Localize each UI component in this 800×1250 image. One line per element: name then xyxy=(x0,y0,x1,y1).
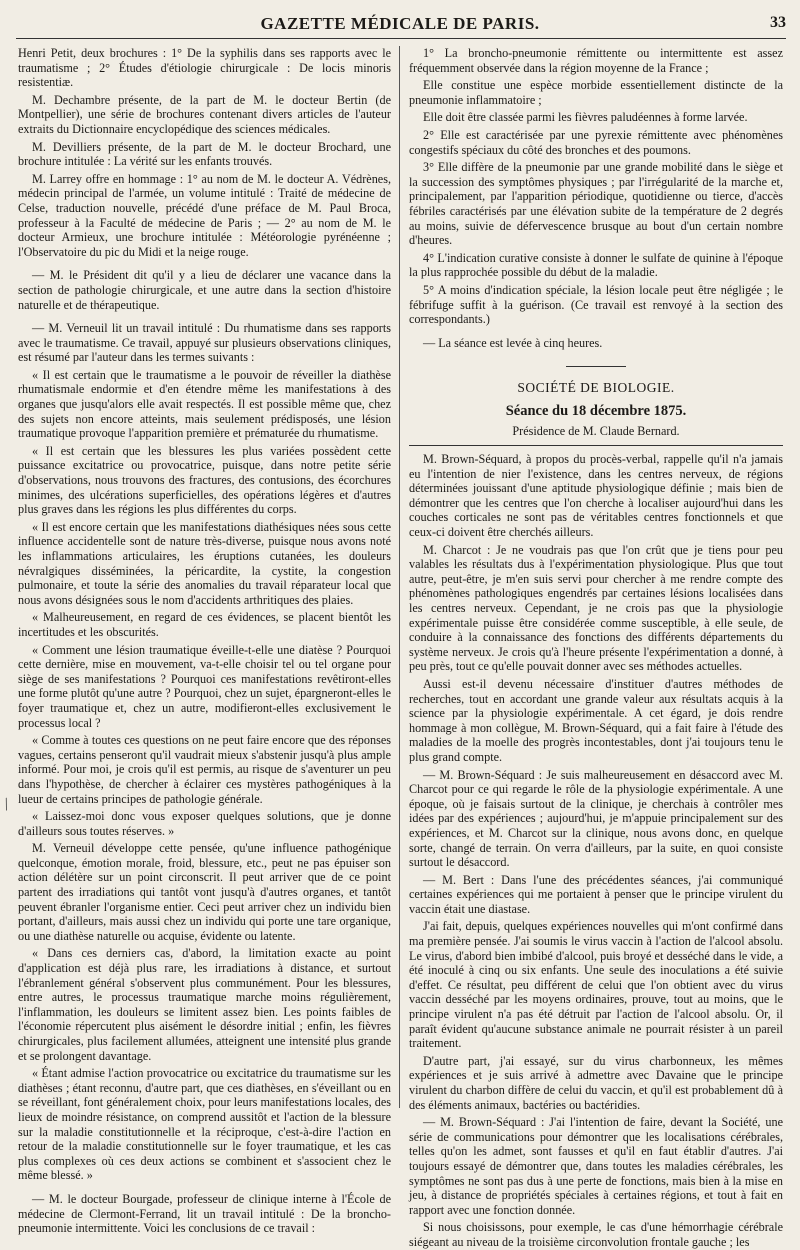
paragraph: M. Larrey offre en hommage : 1° au nom de M. le docteur A. Védrènes, médecin principal de l'armée, un volume intitulé : Traité de médecine de Celse, traduction nouvelle, précédé d'une préface de M. Paul Broca, professeur à la Faculté de médecine de Paris ; — 2° au nom de M. le docteur Armieux, une brochure intitulée : Météorologie pyrénéenne ; l'Observatoire du pic du Midi et la neige rouge. xyxy=(18,171,391,259)
paragraph: — M. le Président dit qu'il y a lieu de déclarer une vacance dans la section de pathologie chirurgicale, et une autre dans la section d'histoire naturelle et de thérapeutique. xyxy=(18,268,391,312)
paragraph: Henri Petit, deux brochures : 1° De la syphilis dans ses rapports avec le traumatisme ; 2° Études d'étiologie chirurgicale : De locis minoris resistentiæ. xyxy=(18,46,391,90)
paragraph: M. Brown-Séquard, à propos du procès-verbal, rappelle qu'il n'a jamais eu l'intention de nier l'existence, dans les centres nerveux, de régions déterminées jouissant d'une aptitude physiologique définie ; mais bien de démontrer que les centres que l'on cherche à localiser aujourd'hui dans les couches corticales ne sont pas de véritables centres fonctionnels et que ceux-ci doivent être cherchés ailleurs. xyxy=(409,452,783,540)
paragraph: Elle constitue une espèce morbide essentiellement distincte de la pneumonie inflammatoire ; xyxy=(409,78,783,107)
paragraph: 1° La broncho-pneumonie rémittente ou intermittente est assez fréquemment observée dans la région moyenne de la France ; xyxy=(409,46,783,75)
paragraph: Aussi est-il devenu nécessaire d'instituer d'autres méthodes de recherches, tout en accordant une grande valeur aux résultats acquis à la science par la physiologie expérimentale. A cet égard, je dois rendre hommage à mon collègue, M. Brown-Séquard, qui a fait faire à l'étude des maladies de la moelle des progrès incontestables, dont j'ai toujours tenu le plus grand compte. xyxy=(409,676,783,764)
paragraph: J'ai fait, depuis, quelques expériences nouvelles qui m'ont confirmé dans ma première pensée. J'ai soumis le virus vaccin à l'action de l'alcool absolu. Le virus, d'abord bien imbibé d'alcool, puis broyé et desséché dans le vide, a été inoculé à cinq ou six enfants. Une seule des inoculations a été suivie d'effet. Ce résultat, peu différent de celui que l'on obtient avec du virus vaccin desséché par les moyens ordinaires, prouve, tout au moins, que le principe virulent n'a pas été détruit par l'action de l'alcool absolu. Or, il paraît évident qu'aucune substance animale ne pourrait résister à un pareil traitement. xyxy=(409,919,783,1051)
left-column xyxy=(18,46,391,1236)
paragraph: M. Devilliers présente, de la part de M. le docteur Brochard, une brochure intitulée : La vérité sur les enfants trouvés. xyxy=(18,139,391,169)
paragraph: « Malheureusement, en regard de ces évidences, se placent bientôt les incertitudes et les obscurités. xyxy=(18,610,391,639)
paragraph: — M. le docteur Bourgade, professeur de clinique interne à l'École de médecine de Clermont-Ferrand, lit un travail intitulé : De la broncho-pneumonie intermittente. Voici les conclusions de ce travail : xyxy=(18,1191,391,1236)
paragraph: M. Dechambre présente, de la part de M. le docteur Bertin (de Montpellier), une série de brochures contenant divers articles de l'auteur extraits du Dictionnaire encyclopédique des sciences médicales. xyxy=(18,92,391,136)
paragraph: 2° Elle est caractérisée par une pyrexie rémittente avec phénomènes congestifs spéciaux du côté des bronches et des poumons. xyxy=(409,127,783,157)
paragraph: M. Charcot : Je ne voudrais pas que l'on crût que je tiens pour peu valables les résultats dus à l'expérimentation physiologique. Plus que tout autre, peut-être, je m'en suis servi pour chercher à me rendre compte des phénomènes pathologiques engendrés par certaines lésions localisées dans les centres nerveux. Cependant, je ne crois pas que la physiologie expérimentale puisse être considérée comme susceptible, à elle seule, de conduire à la connaissance des fonctions des différents départements du système nerveux. Je crois qu'à l'heure présente l'expérimentation a donné, à peu près, tout ce qu'elle pouvait donner avec ses méthodes actuelles. xyxy=(409,542,783,674)
paragraph: « Il est certain que le traumatisme a le pouvoir de réveiller la diathèse rhumatismale endormie et d'en étendre même les manifestations à des organes que jusqu'alors elle avait respectés. Il est possible même que, chez des sujets non encore atteints, mais seulement prédisposés, une lésion traumatique provoque l'apparition première et prématurée du rhumatisme. xyxy=(18,367,391,441)
paragraph: Elle doit être classée parmi les fièvres paludéennes à forme larvée. xyxy=(423,110,748,125)
society-name: SOCIÉTÉ DE BIOLOGIE. xyxy=(517,380,675,396)
page-number: 33 xyxy=(770,14,786,31)
header-rule xyxy=(16,38,786,39)
paragraph: « Comment une lésion traumatique éveille-t-elle une diatèse ? Pourquoi cette dernière, mise en mouvement, va-t-elle choisir tel ou tel organe pour siège de ses manifestations ? Pourquoi ces manifestations revêtiront-elles une forme plutôt qu'une autre ? Pourquoi, chez un sujet, épargneront-elles le foyer traumatique et, chez un autre, modifieront-elles exclusivement le processus local ? xyxy=(18,642,391,730)
paragraph: Si nous choisissons, pour exemple, le cas d'une hémorrhagie cérébrale siégeant au niveau de la troisième circonvolution frontale gauche ; les xyxy=(409,1220,783,1249)
paragraph: « Il est encore certain que les manifestations diathésiques nées sous cette influence accidentelle sont de nature très-diverse, puisque nous avons noté les inflammations articulaires, les éruptions cutanées, les douleurs névralgiques disséminées, la péricardite, la cystite, la congestion pulmonaire, et toute la série des anomalies du travail réparateur local que nous avons désignées sous le nom d'accidents arthritiques des plaies. xyxy=(18,519,391,607)
column-divider xyxy=(399,46,400,1108)
right-column xyxy=(409,46,783,1249)
session-rule xyxy=(409,445,783,446)
paragraph: 4° L'indication curative consiste à donner le sulfate de quinine à l'époque la plus rapprochée possible du début de la maladie. xyxy=(409,250,783,280)
paragraph: « Étant admise l'action provocatrice ou excitatrice du traumatisme sur les diathèses ; étant reconnu, d'autre part, que ces diathèses, en s'éveillant ou en se réveillant, font généralement choix, pour leurs manifestations locales, des lieux de moindre résistance, on comprend aussitôt et l'action de la blessure sur la maladie constitutionnelle et la réciproque, c'est-à-dire l'action en retour de la maladie constitutionnelle sur le foyer traumatique, et les cas plus complexes où ces deux actions se combinent et s'associent chez le même blessé. » xyxy=(18,1066,391,1183)
paragraph: — M. Bert : Dans l'une des précédentes séances, j'ai communiqué certaines expériences qui me portaient à penser que le principe virulent du vaccin était une diastase. xyxy=(409,872,783,916)
paragraph: — La séance est levée à cinq heures. xyxy=(423,335,603,350)
paragraph: M. Verneuil développe cette pensée, qu'une influence pathogénique quelconque, émotion morale, froid, blessure, etc., peut ne pas épuiser son action délétère sur un point circonscrit. Il peut arriver que de ce point partent des irradiations qui tantôt vont jusqu'à d'autres organes, et tantôt peuvent ébranler l'organisme entier. Ceci peut arriver chez un individu bien portant, d'ailleurs, mais aussi chez un individu qui porte une tare organique, ou une diathèse naturelle ou acquise, évidente ou latente. xyxy=(18,841,391,943)
paragraph: — M. Verneuil lit un travail intitulé : Du rhumatisme dans ses rapports avec le traumatisme. Ce travail, appuyé sur plusieurs observations cliniques, est résumé par l'auteur dans les termes suivants : xyxy=(18,321,391,365)
paragraph: — M. Brown-Séquard : J'ai l'intention de faire, devant la Société, une série de communications pour démontrer que les localisations cérébrales, telles qu'on les admet, sont fausses et qu'il en faut établir d'autres. J'ai toujours essayé de démontrer que, dans toutes les maladies cérébrales, les symptômes ne sont pas dus à une perte de fonctions, mais bien à la mise en jeu, à distance de propriétés spéciales à certaines régions, et tout à fait en rapport avec une fonction donnée. xyxy=(409,1115,783,1217)
section-rule xyxy=(566,366,626,367)
presidency-line: Présidence de M. Claude Bernard. xyxy=(512,424,680,439)
paragraph: 3° Elle diffère de la pneumonie par une grande mobilité dans le siège et la succession des symptômes physiques ; par l'irrégularité de la marche et, principalement, par l'apparition périodique, quotidienne ou tierce, d'accès fébriles caractérisés par une élévation subite de la température de 2 degrés au moins, suivie de défervescence brusque au bout d'un certain nombre d'heures. xyxy=(409,160,783,248)
paragraph: « Il est certain que les blessures les plus variées possèdent cette puissance excitatrice ou provocatrice, puisque, dans notre petite série d'observations, nous trouvons des fractures, des contusions, des écorchures minimes, des ulcérations superficielles, des opérations légères et d'autres plus graves dans les régions les plus différentes du corps. xyxy=(18,443,391,517)
paragraph: D'autre part, j'ai essayé, sur du virus charbonneux, les mêmes expériences et je suis arrivé à admettre avec Davaine que le principe virulent du charbon diffère de celui du vaccin, et qu'il est probablement dû à des éléments animaux, bactéries ou bactéridies. xyxy=(409,1053,783,1112)
paragraph: 5° A moins d'indication spéciale, la lésion locale peut être négligée ; le fébrifuge suffit à la guérison. (Ce travail est renvoyé à la section des correspondants.) xyxy=(409,282,783,327)
paragraph: « Dans ces derniers cas, d'abord, la limitation exacte au point d'application est déjà plus rare, les irradiations à distance, et surtout l'ébranlement général s'observent plus communément. Pour les blessures, entre autres, le processus traumatique marche moins régulièrement, l'inflammation, les douleurs se limitent assez bien. Les points faibles de l'économie répercutent plus aisément le désordre initial ; enfin, les fièvres chirurgicales, plus facilement allumées, atteignent une intensité plus grande et se prolongent davantage. xyxy=(18,946,391,1063)
paragraph: — M. Brown-Séquard : Je suis malheureusement en désaccord avec M. Charcot pour ce qui regarde le rôle de la physiologie expérimentale. A une époque, où je faisais surtout de la clinique, je cherchais à contrôler mes idées par des expériences ; aujourd'hui, je m'appuie principalement sur des expériences, et M. Charcot sur la clinique, nous avons donc, en quelque sorte, changé de terrain. On verra d'ailleurs, par la suite, en quoi consiste surtout le désaccord. xyxy=(409,767,783,870)
paragraph: « Comme à toutes ces questions on ne peut faire encore que des réponses vagues, certains penseront qu'il vaudrait mieux s'abstenir jusqu'à plus ample informé. Pour moi, je crois qu'il est permis, au risque de s'aventurer un peu dans l'hypothèse, de chercher à éclairer ces mystères pathogéniques à la lueur de certains principes de pathologie générale. xyxy=(18,733,391,806)
paragraph: « Laissez-moi donc vous exposer quelques solutions, que je donne d'ailleurs sous toutes réserves. » xyxy=(18,809,391,838)
journal-title: GAZETTE MÉDICALE DE PARIS. xyxy=(260,14,540,33)
margin-pencil-mark: / xyxy=(0,793,13,815)
session-title: Séance du 18 décembre 1875. xyxy=(505,402,687,419)
